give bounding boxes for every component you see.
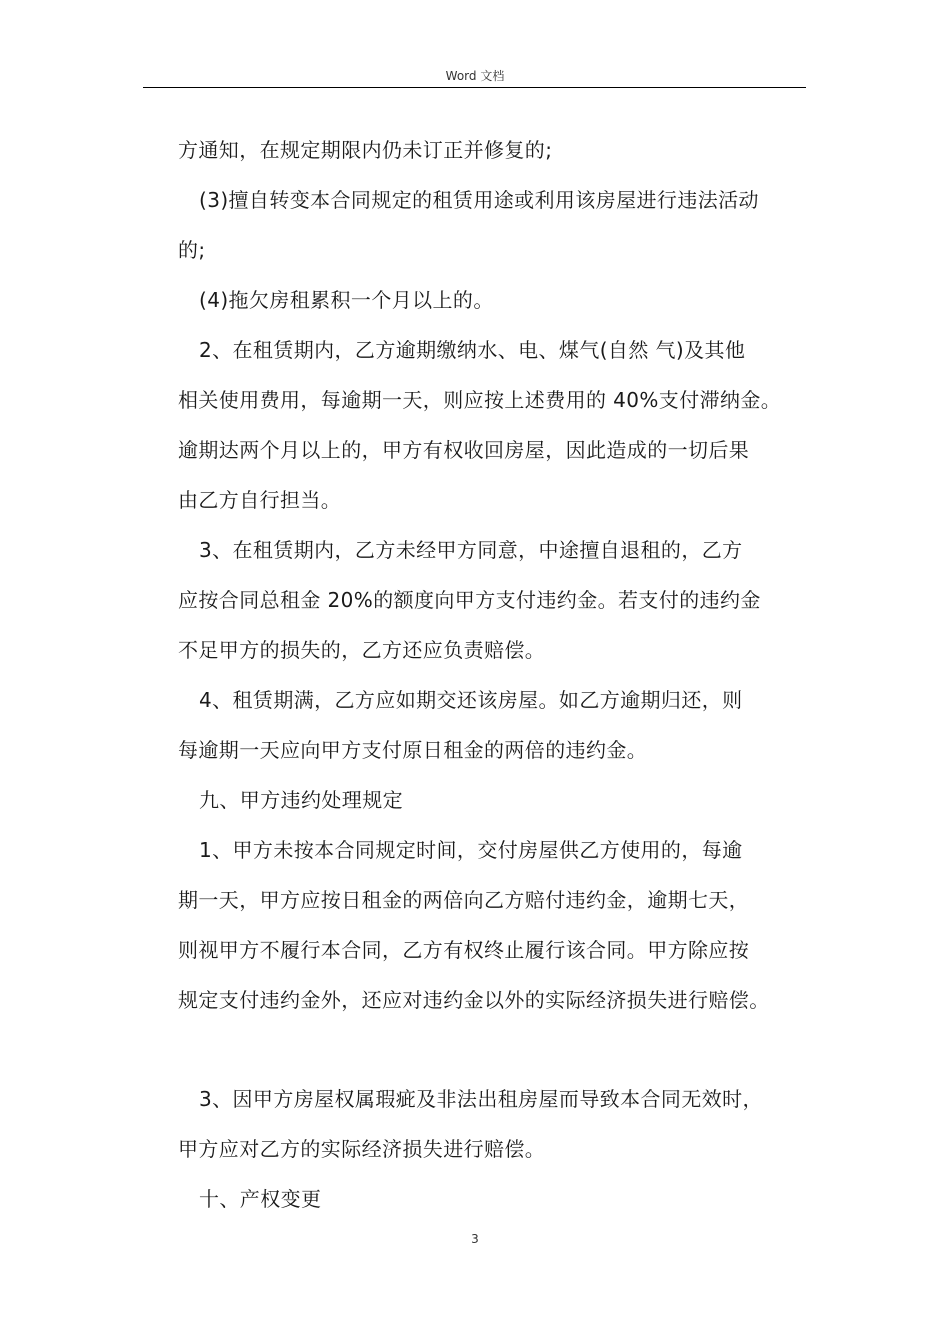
paragraph-line: 由乙方自行担当。 <box>178 488 342 512</box>
section-heading: 九、甲方违约处理规定 <box>199 788 403 812</box>
paragraph-line: 的; <box>178 238 206 262</box>
page-number: 3 <box>471 1232 479 1246</box>
paragraph-line: (3)擅自转变本合同规定的租赁用途或利用该房屋进行违法活动 <box>199 188 759 212</box>
paragraph-line: 相关使用费用，每逾期一天，则应按上述费用的 40%支付滞纳金。 <box>178 388 782 412</box>
paragraph-line: 4、租赁期满，乙方应如期交还该房屋。如乙方逾期归还，则 <box>199 688 743 712</box>
section-heading: 十、产权变更 <box>199 1187 322 1211</box>
paragraph-line: 期一天，甲方应按日租金的两倍向乙方赔付违约金，逾期七天， <box>178 888 750 912</box>
paragraph-line: 应按合同总租金 20%的额度向甲方支付违约金。若支付的违约金 <box>178 588 761 612</box>
paragraph-line: 1、甲方未按本合同规定时间，交付房屋供乙方使用的，每逾 <box>199 838 743 862</box>
paragraph-line: 甲方应对乙方的实际经济损失进行赔偿。 <box>178 1137 546 1161</box>
paragraph-line: 2、在租赁期内，乙方逾期缴纳水、电、煤气(自然 气)及其他 <box>199 338 746 362</box>
page-header: Word 文档 <box>445 69 505 83</box>
header-divider <box>143 87 806 88</box>
paragraph-line: 3、在租赁期内，乙方未经甲方同意，中途擅自退租的，乙方 <box>199 538 743 562</box>
paragraph-line: 3、因甲方房屋权属瑕疵及非法出租房屋而导致本合同无效时， <box>199 1087 763 1111</box>
paragraph-line: 每逾期一天应向甲方支付原日租金的两倍的违约金。 <box>178 738 648 762</box>
paragraph-line: 方通知，在规定期限内仍未订正并修复的; <box>178 138 553 162</box>
paragraph-line: 逾期达两个月以上的，甲方有权收回房屋，因此造成的一切后果 <box>178 438 750 462</box>
paragraph-line: (4)拖欠房租累积一个月以上的。 <box>199 288 494 312</box>
paragraph-line: 则视甲方不履行本合同，乙方有权终止履行该合同。甲方除应按 <box>178 938 750 962</box>
paragraph-line: 不足甲方的损失的，乙方还应负责赔偿。 <box>178 638 546 662</box>
paragraph-line: 规定支付违约金外，还应对违约金以外的实际经济损失进行赔偿。 <box>178 988 770 1012</box>
